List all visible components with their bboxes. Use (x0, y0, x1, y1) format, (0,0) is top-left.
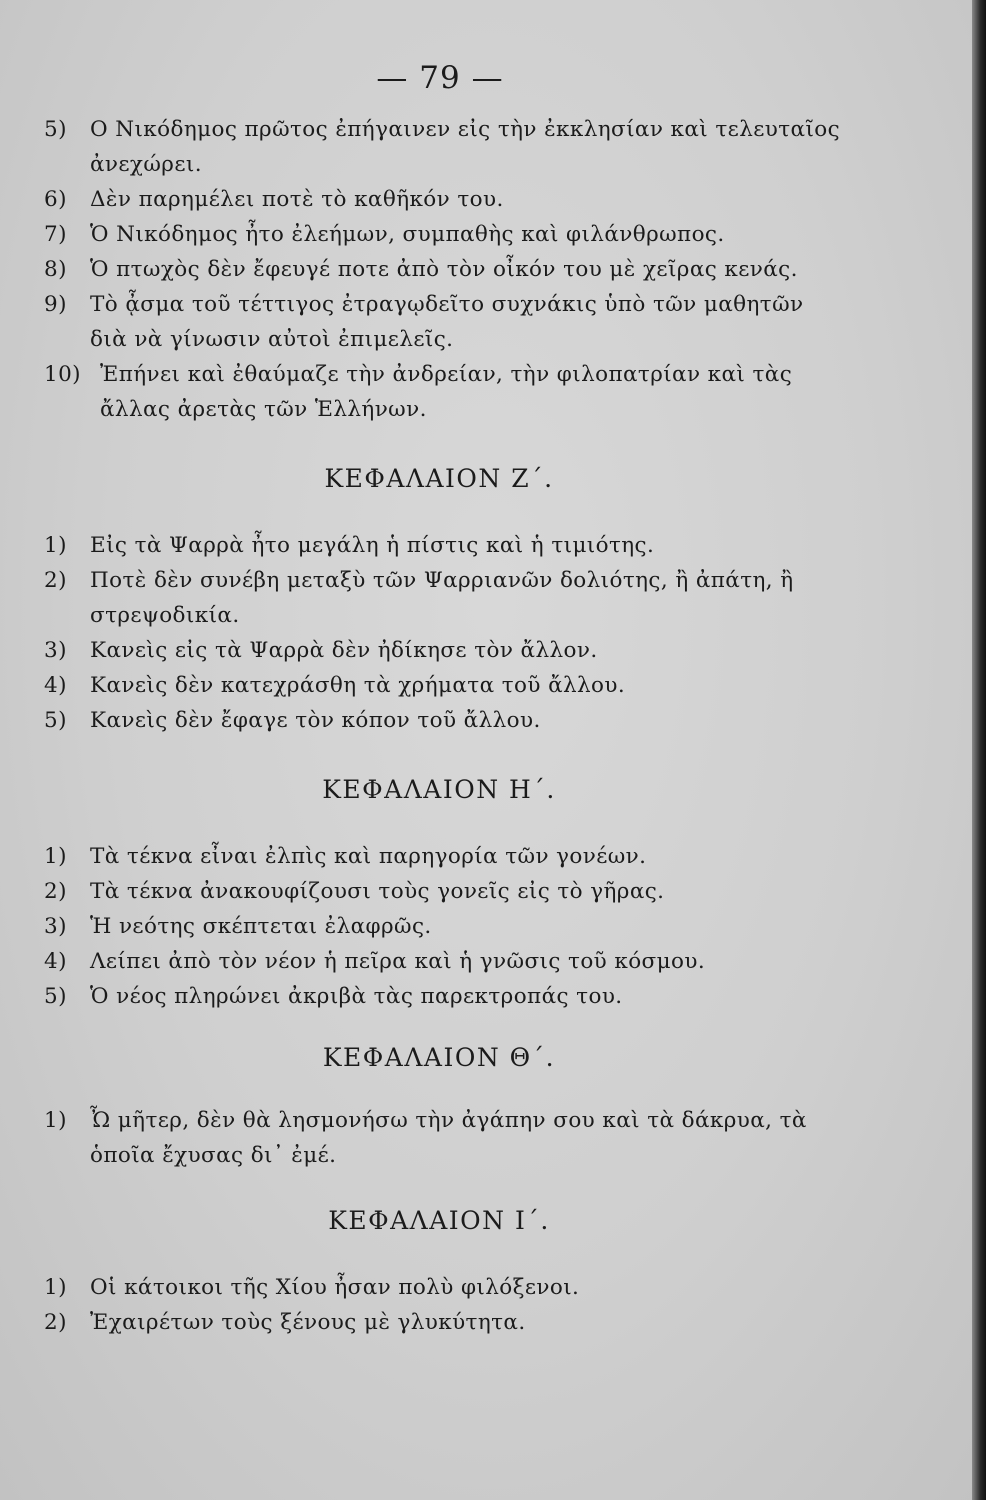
item-text: Ὁ πτωχὸς δὲν ἔφευγέ ποτε ἀπὸ τὸν οἶκόν του μὲ χεῖρας κενάς. (90, 257, 798, 282)
item-text: Ἐπήνει καὶ ἐθαύμαζε τὴν ἀνδρείαν, τὴν φιλοπατρίαν καὶ τὰς ἄλλας ἀρετὰς τῶν Ἑλλήνων. (100, 362, 793, 422)
item-number: 2) (44, 1310, 67, 1335)
item-number: 6) (44, 187, 67, 212)
list-item (44, 979, 844, 1014)
item-text: Λείπει ἀπὸ τὸν νέον ἡ πεῖρα καὶ ἡ γνῶσις τοῦ κόσμου. (90, 949, 706, 974)
list-item (44, 1270, 844, 1305)
item-number: 5) (44, 117, 67, 142)
item-number: 5) (44, 708, 67, 733)
item-number: 1) (44, 1108, 67, 1133)
item-text: Κανεὶς δὲν ἔφαγε τὸν κόπον τοῦ ἄλλου. (90, 708, 541, 733)
item-text: Δὲν παρημέλει ποτὲ τὸ καθῆκόν του. (90, 187, 504, 212)
page-number: — 79 — (376, 60, 504, 96)
item-text: Ἐχαιρέτων τοὺς ξένους μὲ γλυκύτητα. (90, 1310, 526, 1335)
list-item (44, 1305, 844, 1340)
item-number: 2) (44, 879, 67, 904)
list-item (44, 633, 844, 668)
list-item (44, 357, 844, 427)
chapter-z (44, 461, 844, 738)
item-number: 1) (44, 1275, 67, 1300)
item-text: Κανεὶς δὲν κατεχράσθη τὰ χρήματα τοῦ ἄλλου. (90, 673, 626, 698)
page-content (44, 112, 844, 1340)
item-text: Τὰ τέκνα εἶναι ἐλπὶς καὶ παρηγορία τῶν γονέων. (90, 844, 647, 869)
item-text: Κανεὶς εἰς τὰ Ψαρρὰ δὲν ἠδίκησε τὸν ἄλλον. (90, 638, 598, 663)
item-number: 1) (44, 533, 67, 558)
list-item (44, 112, 844, 182)
item-text: Τὰ τέκνα ἀνακουφίζουσι τοὺς γονεῖς εἰς τὸ γῆρας. (90, 879, 665, 904)
list-item (44, 528, 844, 563)
item-number: 1) (44, 844, 67, 869)
item-number: 2) (44, 568, 67, 593)
item-text: Ὦ μῆτερ, δὲν θὰ λησμονήσω τὴν ἀγάπην σου καὶ τὰ δάκρυα, τὰ ὁποῖα ἔχυσας δι᾽ ἐμέ. (90, 1108, 807, 1168)
item-text: Οἱ κάτοικοι τῆς Χίου ἦσαν πολὺ φιλόξενοι. (90, 1275, 580, 1300)
list-item (44, 909, 844, 944)
item-text: Τὸ ᾆσμα τοῦ τέττιγος ἐτραγῳδεῖτο συχνάκις ὑπὸ τῶν μαθητῶν διὰ νὰ γίνωσιν αὐτοὶ ἐπιμελεῖς. (90, 292, 804, 352)
list-item (44, 1103, 844, 1173)
item-number: 10) (44, 362, 81, 387)
item-text: Ἡ νεότης σκέπτεται ἐλαφρῶς. (90, 914, 432, 939)
chapter-th (44, 1040, 844, 1173)
item-text: Ὁ Νικόδημος ἦτο ἐλεήμων, συμπαθὴς καὶ φιλάνθρωπος. (90, 222, 725, 247)
list-item (44, 944, 844, 979)
chapter-h (44, 772, 844, 1014)
item-text: Εἰς τὰ Ψαρρὰ ἦτο μεγάλη ἡ πίστις καὶ ἡ τιμιότης. (90, 533, 655, 558)
page-binding-edge (972, 0, 986, 1500)
list-item (44, 874, 844, 909)
item-number: 3) (44, 638, 67, 663)
chapter-heading: ΚΕΦΑΛΑΙΟΝ Ζ΄. (324, 464, 554, 493)
list-item (44, 252, 844, 287)
chapter-heading: ΚΕΦΑΛΑΙΟΝ Θ΄. (322, 1043, 556, 1072)
list-item (44, 703, 844, 738)
list-item (44, 563, 844, 633)
item-number: 4) (44, 673, 67, 698)
list-item (44, 668, 844, 703)
item-number: 7) (44, 222, 67, 247)
chapter-heading: ΚΕΦΑΛΑΙΟΝ Ι΄. (328, 1206, 550, 1235)
chapter-heading: ΚΕΦΑΛΑΙΟΝ Η΄. (322, 775, 556, 804)
item-number: 5) (44, 984, 67, 1009)
item-number: 9) (44, 292, 67, 317)
list-item (44, 839, 844, 874)
list-item (44, 217, 844, 252)
item-text: Ὁ νέος πληρώνει ἀκριβὰ τὰς παρεκτροπάς του. (90, 984, 623, 1009)
list-item (44, 182, 844, 217)
chapter-i (44, 1203, 844, 1340)
intro-list (44, 112, 844, 427)
item-number: 3) (44, 914, 67, 939)
item-text: Ο Νικόδημος πρῶτος ἐπήγαινεν εἰς τὴν ἐκκλησίαν καὶ τελευταῖος ἀνεχώρει. (90, 117, 841, 177)
item-text: Ποτὲ δὲν συνέβη μεταξὺ τῶν Ψαρριανῶν δολιότης, ἢ ἀπάτη, ἢ στρεψοδικία. (90, 568, 794, 628)
item-number: 4) (44, 949, 67, 974)
list-item (44, 287, 844, 357)
item-number: 8) (44, 257, 67, 282)
